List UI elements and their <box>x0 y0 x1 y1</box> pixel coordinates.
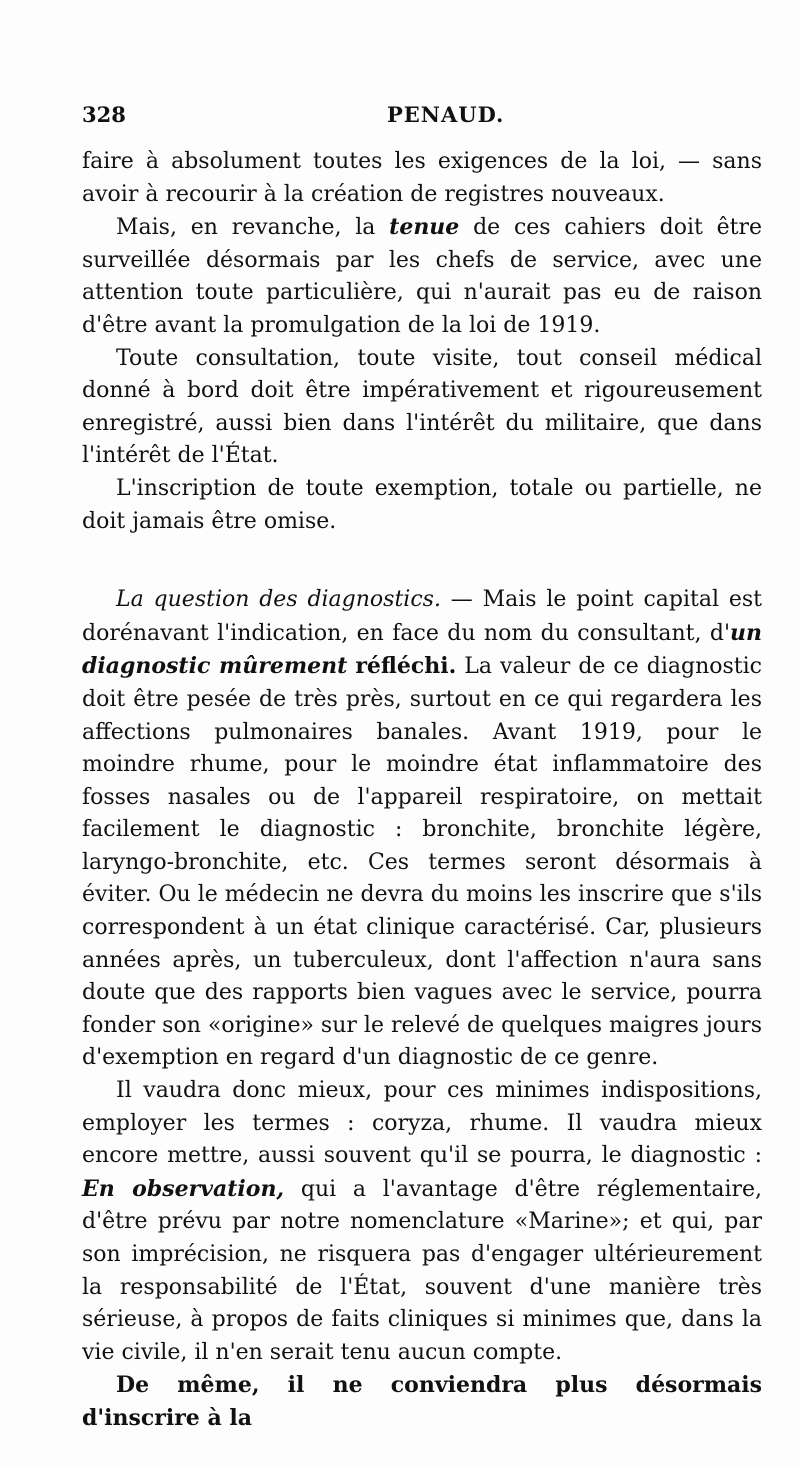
paragraph-1-text: faire à absolument toutes les exigences de la loi, — sans avoir à recourir à la création de registres nouveaux. <box>82 149 762 207</box>
paragraph-5-text-b: La valeur de ce diagnostic doit être pesée de très près, surtout en ce qui regardera les affections pulmonaires banales. Avant 1919, pour le moindre rhume, pour le moindre état inflammatoire des fosses nasales ou de l'appareil respiratoire, on mettait facilement le diagnostic : bronchite, bronchite légère, laryngo-bronchite, etc. Ces termes seront désormais à éviter. Ou le médecin ne devra du moins les inscrire que s'ils correspondent à un état clinique caractérisé. Car, plusieurs années après, un tuberculeux, dont l'affection n'aura sans doute que des rapports bien vagues avec le service, pourra fonder son «origine» sur le relevé de quelques maigres jours d'exemption en regard d'un diagnostic de ce genre. <box>82 654 762 1071</box>
paragraph-6-text-b: qui a l'avantage d'être réglementaire, d'être prévu par notre nomenclature «Marine»; et qui, par son imprécision, ne risquera pas d'engager ultérieurement la responsabilité de l'État, souvent d'une manière très sérieuse, à propos de faits cliniques si minimes que, dans la vie civile, il n'en serait tenu aucun compte. <box>82 1176 763 1365</box>
paragraph-5-bold: réfléchi. <box>355 653 457 680</box>
paragraph-3-text: Toute consultation, toute visite, tout conseil médical donné à bord doit être impérativement et rigoureusement enregistré, aussi bien dans l'intérêt du militaire, que dans l'intérêt de l'État. <box>82 345 762 469</box>
section-heading: La question des diagnostics. <box>116 587 441 613</box>
paragraph-4-text: L'inscription de toute exemption, totale ou partielle, ne doit jamais être omise. <box>82 475 762 534</box>
running-head <box>82 102 772 132</box>
paragraph-2-text-b: de ces cahiers doit être surveillée désormais par les chefs de service, avec une attention toute particulière, qui n'aurait pas eu de raison d'être avant la promulgation de la loi de 1919. <box>82 215 762 338</box>
paragraph-5-emphasis: un diagnostic mûrement <box>82 619 762 680</box>
paragraph-5-text-a: — Mais le point capital est dorénavant l'indication, en face du nom du consultant, d' <box>82 587 762 646</box>
paragraph-5 <box>82 584 762 1075</box>
paragraph-1 <box>82 146 762 211</box>
paragraph-7 <box>82 1369 762 1434</box>
paragraph-3 <box>82 343 762 473</box>
section-gap <box>82 538 762 584</box>
paragraph-2 <box>82 211 762 342</box>
paragraph-2-emphasis: tenue <box>389 214 460 241</box>
running-title: PENAUD. <box>387 102 505 127</box>
paragraph-6 <box>82 1075 762 1369</box>
paragraph-4 <box>82 473 762 538</box>
paragraph-2-text-a: Mais, en revanche, la <box>116 215 390 241</box>
body-text <box>82 146 762 1435</box>
paragraph-6-text-a: Il vaudra donc mieux, pour ces minimes indispositions, employer les termes : coryza, rhume. Il vaudra mieux encore mettre, aussi souvent qu'il se pourra, le diagnostic : <box>82 1078 762 1169</box>
page-number: 328 <box>82 102 126 127</box>
paragraph-6-emphasis: En observation, <box>82 1175 285 1202</box>
paragraph-7-text: De même, il ne conviendra plus désormais d'inscrire à la <box>82 1372 762 1431</box>
